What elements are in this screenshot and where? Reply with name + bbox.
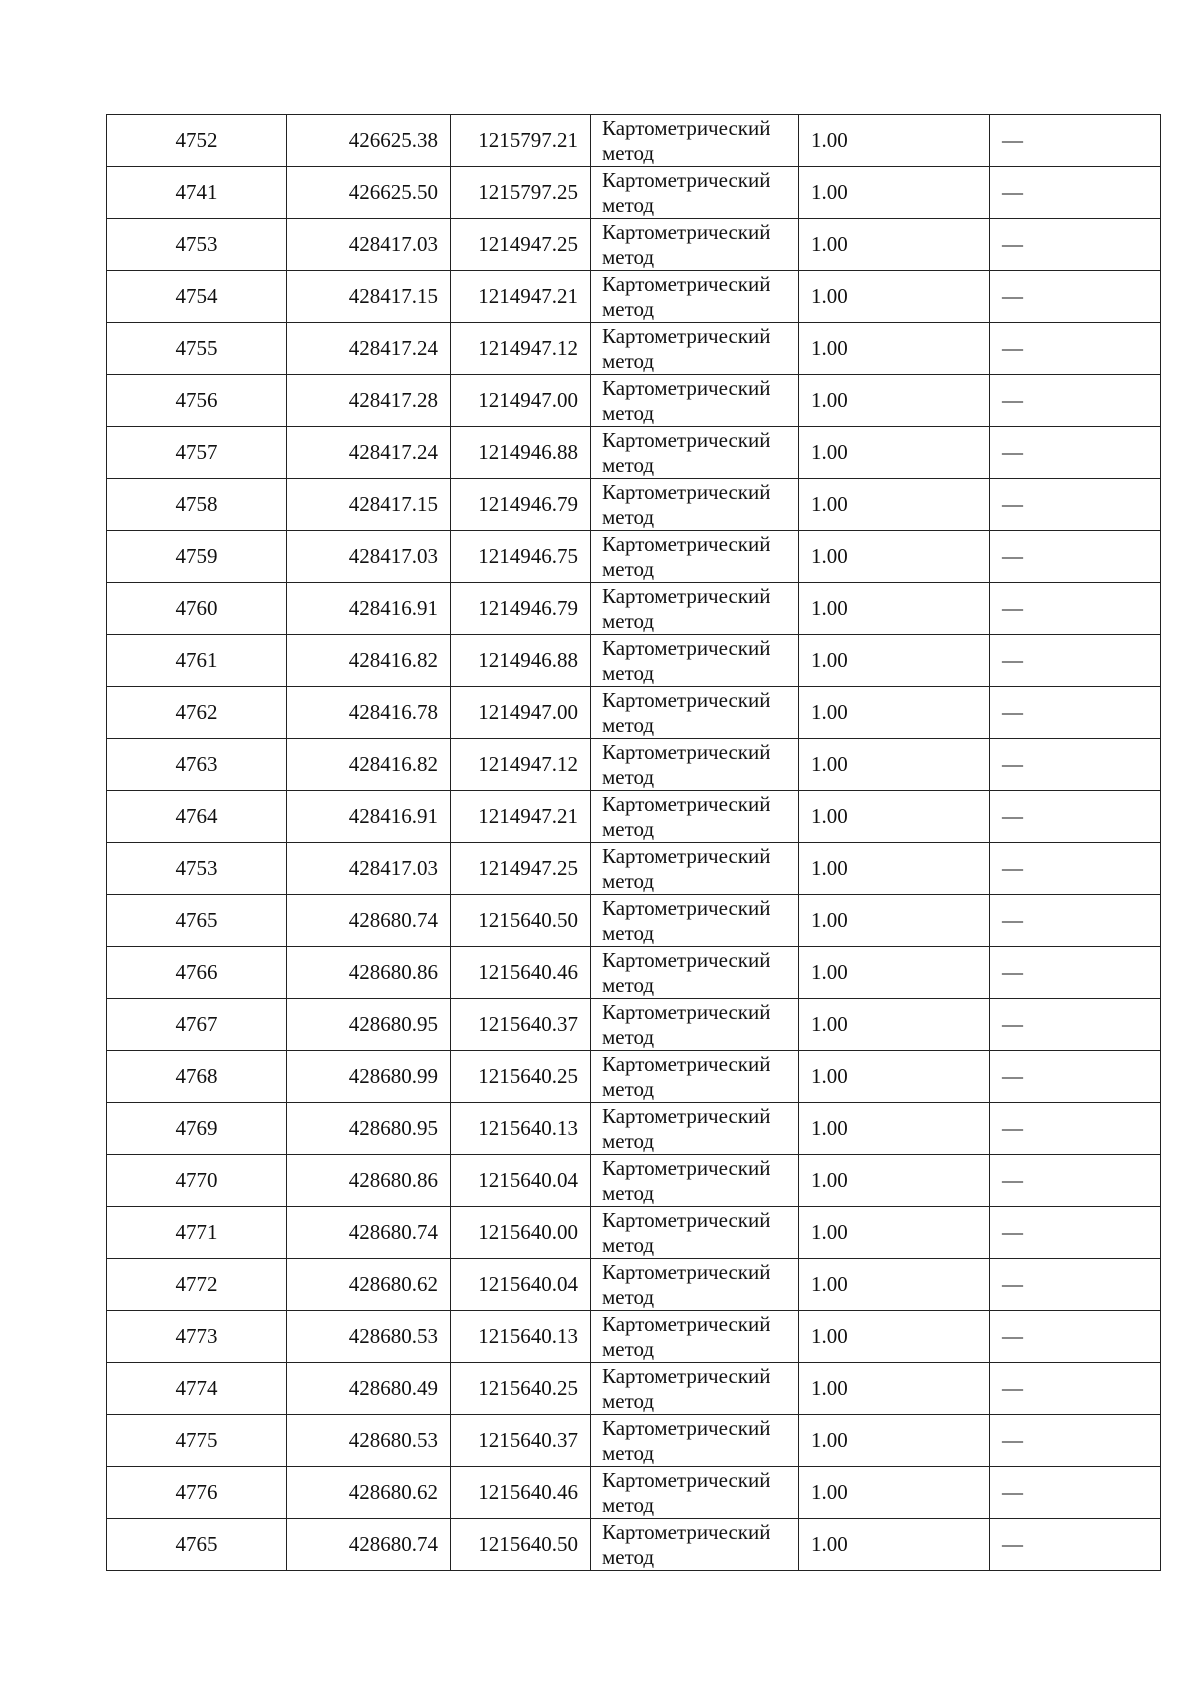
coord-y: 1215640.13 [451, 1103, 591, 1155]
method-line-1: Картометрический [602, 219, 771, 244]
accuracy: 1.00 [799, 271, 990, 323]
point-number: 4772 [107, 1259, 287, 1311]
point-number: 4773 [107, 1311, 287, 1363]
description: — [990, 479, 1161, 531]
coord-y: 1214946.88 [451, 427, 591, 479]
point-number: 4758 [107, 479, 287, 531]
method-cell [591, 1259, 799, 1311]
coord-x: 428680.86 [287, 947, 451, 999]
coord-x: 428680.74 [287, 1519, 451, 1571]
method-line-2: метод [602, 972, 655, 997]
coord-y: 1214947.12 [451, 323, 591, 375]
coord-y: 1214946.88 [451, 635, 591, 687]
point-number: 4753 [107, 219, 287, 271]
point-number: 4763 [107, 739, 287, 791]
table-row [107, 999, 1161, 1051]
method-line-1: Картометрический [602, 791, 771, 816]
coord-y: 1214946.79 [451, 479, 591, 531]
point-number: 4759 [107, 531, 287, 583]
table-row [107, 1467, 1161, 1519]
description: — [990, 1103, 1161, 1155]
method-line-1: Картометрический [602, 1051, 771, 1076]
table-row [107, 1259, 1161, 1311]
accuracy: 1.00 [799, 323, 990, 375]
description: — [990, 323, 1161, 375]
accuracy: 1.00 [799, 115, 990, 167]
accuracy: 1.00 [799, 167, 990, 219]
accuracy: 1.00 [799, 739, 990, 791]
coord-y: 1215640.25 [451, 1051, 591, 1103]
method-cell [591, 583, 799, 635]
method-line-1: Картометрический [602, 1207, 771, 1232]
method-line-1: Картометрический [602, 635, 771, 660]
description: — [990, 271, 1161, 323]
coord-y: 1215797.21 [451, 115, 591, 167]
point-number: 4753 [107, 843, 287, 895]
table-row [107, 635, 1161, 687]
coord-x: 428680.95 [287, 1103, 451, 1155]
method-line-1: Картометрический [602, 1259, 771, 1284]
method-line-1: Картометрический [602, 1415, 771, 1440]
method-line-1: Картометрический [602, 167, 771, 192]
point-number: 4756 [107, 375, 287, 427]
description: — [990, 635, 1161, 687]
method-line-2: метод [602, 556, 655, 581]
coord-x: 428417.03 [287, 219, 451, 271]
point-number: 4770 [107, 1155, 287, 1207]
table-row [107, 375, 1161, 427]
method-line-2: метод [602, 1284, 655, 1309]
point-number: 4768 [107, 1051, 287, 1103]
method-line-1: Картометрический [602, 115, 771, 140]
method-cell [591, 219, 799, 271]
description: — [990, 1259, 1161, 1311]
method-line-2: метод [602, 764, 655, 789]
method-line-2: метод [602, 452, 655, 477]
table-row [107, 323, 1161, 375]
table-row [107, 115, 1161, 167]
description: — [990, 1207, 1161, 1259]
method-line-2: метод [602, 1336, 655, 1361]
point-number: 4762 [107, 687, 287, 739]
accuracy: 1.00 [799, 687, 990, 739]
accuracy: 1.00 [799, 1155, 990, 1207]
method-cell [591, 1519, 799, 1571]
method-cell [591, 843, 799, 895]
method-cell [591, 115, 799, 167]
point-number: 4757 [107, 427, 287, 479]
point-number: 4760 [107, 583, 287, 635]
method-line-2: метод [602, 192, 655, 217]
method-cell [591, 1051, 799, 1103]
coord-x: 428680.74 [287, 895, 451, 947]
coord-x: 426625.38 [287, 115, 451, 167]
table-row [107, 1311, 1161, 1363]
coordinates-table-body [107, 115, 1161, 1571]
coord-y: 1214947.00 [451, 375, 591, 427]
method-line-1: Картометрический [602, 999, 771, 1024]
method-line-1: Картометрический [602, 479, 771, 504]
method-line-1: Картометрический [602, 531, 771, 556]
coord-x: 428417.03 [287, 843, 451, 895]
method-line-2: метод [602, 244, 655, 269]
method-cell [591, 1103, 799, 1155]
description: — [990, 1155, 1161, 1207]
description: — [990, 843, 1161, 895]
coord-x: 428680.53 [287, 1311, 451, 1363]
coord-x: 426625.50 [287, 167, 451, 219]
method-line-2: метод [602, 712, 655, 737]
accuracy: 1.00 [799, 1467, 990, 1519]
coord-x: 428417.03 [287, 531, 451, 583]
method-cell [591, 947, 799, 999]
coord-y: 1215640.04 [451, 1259, 591, 1311]
point-number: 4752 [107, 115, 287, 167]
method-cell [591, 375, 799, 427]
description: — [990, 167, 1161, 219]
coord-x: 428680.95 [287, 999, 451, 1051]
accuracy: 1.00 [799, 999, 990, 1051]
method-line-1: Картометрический [602, 947, 771, 972]
point-number: 4765 [107, 1519, 287, 1571]
method-line-1: Картометрический [602, 1155, 771, 1180]
point-number: 4755 [107, 323, 287, 375]
coord-x: 428680.53 [287, 1415, 451, 1467]
description: — [990, 1311, 1161, 1363]
coord-x: 428417.24 [287, 323, 451, 375]
table-row [107, 1051, 1161, 1103]
table-row [107, 687, 1161, 739]
method-line-1: Картометрический [602, 895, 771, 920]
accuracy: 1.00 [799, 531, 990, 583]
method-line-2: метод [602, 1440, 655, 1465]
coord-y: 1215640.50 [451, 895, 591, 947]
point-number: 4774 [107, 1363, 287, 1415]
coord-x: 428416.82 [287, 635, 451, 687]
method-line-2: метод [602, 1388, 655, 1413]
accuracy: 1.00 [799, 635, 990, 687]
description: — [990, 895, 1161, 947]
method-line-2: метод [602, 608, 655, 633]
method-line-1: Картометрический [602, 687, 771, 712]
point-number: 4771 [107, 1207, 287, 1259]
accuracy: 1.00 [799, 427, 990, 479]
method-cell [591, 531, 799, 583]
point-number: 4776 [107, 1467, 287, 1519]
method-cell [591, 167, 799, 219]
coord-y: 1214947.12 [451, 739, 591, 791]
table-row [107, 531, 1161, 583]
method-cell [591, 1207, 799, 1259]
accuracy: 1.00 [799, 219, 990, 271]
method-line-1: Картометрический [602, 1467, 771, 1492]
method-cell [591, 323, 799, 375]
method-line-1: Картометрический [602, 1519, 771, 1544]
description: — [990, 739, 1161, 791]
coord-y: 1214946.79 [451, 583, 591, 635]
accuracy: 1.00 [799, 843, 990, 895]
point-number: 4761 [107, 635, 287, 687]
method-line-1: Картометрический [602, 323, 771, 348]
point-number: 4765 [107, 895, 287, 947]
coord-x: 428417.24 [287, 427, 451, 479]
method-line-2: метод [602, 1544, 655, 1569]
accuracy: 1.00 [799, 895, 990, 947]
method-line-2: метод [602, 868, 655, 893]
table-row [107, 791, 1161, 843]
table-row [107, 1155, 1161, 1207]
method-line-2: метод [602, 1076, 655, 1101]
description: — [990, 791, 1161, 843]
method-cell [591, 1467, 799, 1519]
coord-y: 1215797.25 [451, 167, 591, 219]
table-row [107, 843, 1161, 895]
table-row [107, 1415, 1161, 1467]
table-row [107, 427, 1161, 479]
table-row [107, 1519, 1161, 1571]
method-line-2: метод [602, 816, 655, 841]
method-line-2: метод [602, 400, 655, 425]
accuracy: 1.00 [799, 583, 990, 635]
method-line-2: метод [602, 348, 655, 373]
table-row [107, 271, 1161, 323]
method-cell [591, 479, 799, 531]
method-cell [591, 739, 799, 791]
method-line-2: метод [602, 1232, 655, 1257]
table-row [107, 1363, 1161, 1415]
method-line-2: метод [602, 660, 655, 685]
method-cell [591, 895, 799, 947]
method-line-1: Картометрический [602, 1363, 771, 1388]
table-row [107, 739, 1161, 791]
coord-y: 1214947.00 [451, 687, 591, 739]
method-line-1: Картометрический [602, 427, 771, 452]
method-line-2: метод [602, 140, 655, 165]
coord-y: 1214947.21 [451, 271, 591, 323]
method-cell [591, 427, 799, 479]
method-line-2: метод [602, 1492, 655, 1517]
coord-y: 1214947.21 [451, 791, 591, 843]
method-line-1: Картометрический [602, 739, 771, 764]
point-number: 4767 [107, 999, 287, 1051]
coord-x: 428416.91 [287, 791, 451, 843]
accuracy: 1.00 [799, 479, 990, 531]
description: — [990, 115, 1161, 167]
table-row [107, 1103, 1161, 1155]
coord-x: 428680.49 [287, 1363, 451, 1415]
table-row [107, 167, 1161, 219]
accuracy: 1.00 [799, 1103, 990, 1155]
accuracy: 1.00 [799, 1207, 990, 1259]
coord-x: 428416.91 [287, 583, 451, 635]
accuracy: 1.00 [799, 791, 990, 843]
method-cell [591, 1155, 799, 1207]
coord-x: 428417.15 [287, 271, 451, 323]
coord-y: 1215640.37 [451, 1415, 591, 1467]
accuracy: 1.00 [799, 1051, 990, 1103]
description: — [990, 219, 1161, 271]
accuracy: 1.00 [799, 1259, 990, 1311]
coord-y: 1214947.25 [451, 219, 591, 271]
coord-y: 1215640.00 [451, 1207, 591, 1259]
method-cell [591, 271, 799, 323]
coord-y: 1214946.75 [451, 531, 591, 583]
method-line-1: Картометрический [602, 271, 771, 296]
table-row [107, 895, 1161, 947]
coord-y: 1215640.37 [451, 999, 591, 1051]
description: — [990, 427, 1161, 479]
table-row [107, 479, 1161, 531]
coord-x: 428416.82 [287, 739, 451, 791]
accuracy: 1.00 [799, 1363, 990, 1415]
description: — [990, 1363, 1161, 1415]
method-line-1: Картометрический [602, 843, 771, 868]
description: — [990, 999, 1161, 1051]
accuracy: 1.00 [799, 1311, 990, 1363]
method-cell [591, 791, 799, 843]
coord-y: 1215640.46 [451, 947, 591, 999]
point-number: 4754 [107, 271, 287, 323]
method-cell [591, 1415, 799, 1467]
coord-y: 1215640.13 [451, 1311, 591, 1363]
method-line-1: Картометрический [602, 583, 771, 608]
coord-y: 1215640.46 [451, 1467, 591, 1519]
method-cell [591, 999, 799, 1051]
accuracy: 1.00 [799, 375, 990, 427]
coord-x: 428680.62 [287, 1259, 451, 1311]
method-line-2: метод [602, 296, 655, 321]
description: — [990, 947, 1161, 999]
coord-x: 428417.15 [287, 479, 451, 531]
coord-x: 428680.86 [287, 1155, 451, 1207]
coord-x: 428417.28 [287, 375, 451, 427]
method-line-1: Картометрический [602, 1103, 771, 1128]
point-number: 4766 [107, 947, 287, 999]
coordinates-table [106, 114, 1161, 1571]
table-row [107, 1207, 1161, 1259]
method-line-2: метод [602, 504, 655, 529]
description: — [990, 1415, 1161, 1467]
method-cell [591, 1363, 799, 1415]
accuracy: 1.00 [799, 1519, 990, 1571]
coord-x: 428416.78 [287, 687, 451, 739]
method-line-2: метод [602, 1128, 655, 1153]
accuracy: 1.00 [799, 947, 990, 999]
coord-x: 428680.99 [287, 1051, 451, 1103]
method-cell [591, 687, 799, 739]
method-line-2: метод [602, 1024, 655, 1049]
method-cell [591, 1311, 799, 1363]
coord-y: 1215640.25 [451, 1363, 591, 1415]
description: — [990, 687, 1161, 739]
coord-x: 428680.74 [287, 1207, 451, 1259]
description: — [990, 1467, 1161, 1519]
description: — [990, 583, 1161, 635]
method-line-2: метод [602, 920, 655, 945]
point-number: 4764 [107, 791, 287, 843]
coord-y: 1215640.04 [451, 1155, 591, 1207]
coord-x: 428680.62 [287, 1467, 451, 1519]
table-row [107, 947, 1161, 999]
method-line-2: метод [602, 1180, 655, 1205]
method-cell [591, 635, 799, 687]
description: — [990, 1051, 1161, 1103]
point-number: 4775 [107, 1415, 287, 1467]
coord-y: 1215640.50 [451, 1519, 591, 1571]
description: — [990, 1519, 1161, 1571]
point-number: 4741 [107, 167, 287, 219]
accuracy: 1.00 [799, 1415, 990, 1467]
table-row [107, 583, 1161, 635]
method-line-1: Картометрический [602, 375, 771, 400]
table-row [107, 219, 1161, 271]
description: — [990, 375, 1161, 427]
method-line-1: Картометрический [602, 1311, 771, 1336]
description: — [990, 531, 1161, 583]
coord-y: 1214947.25 [451, 843, 591, 895]
point-number: 4769 [107, 1103, 287, 1155]
